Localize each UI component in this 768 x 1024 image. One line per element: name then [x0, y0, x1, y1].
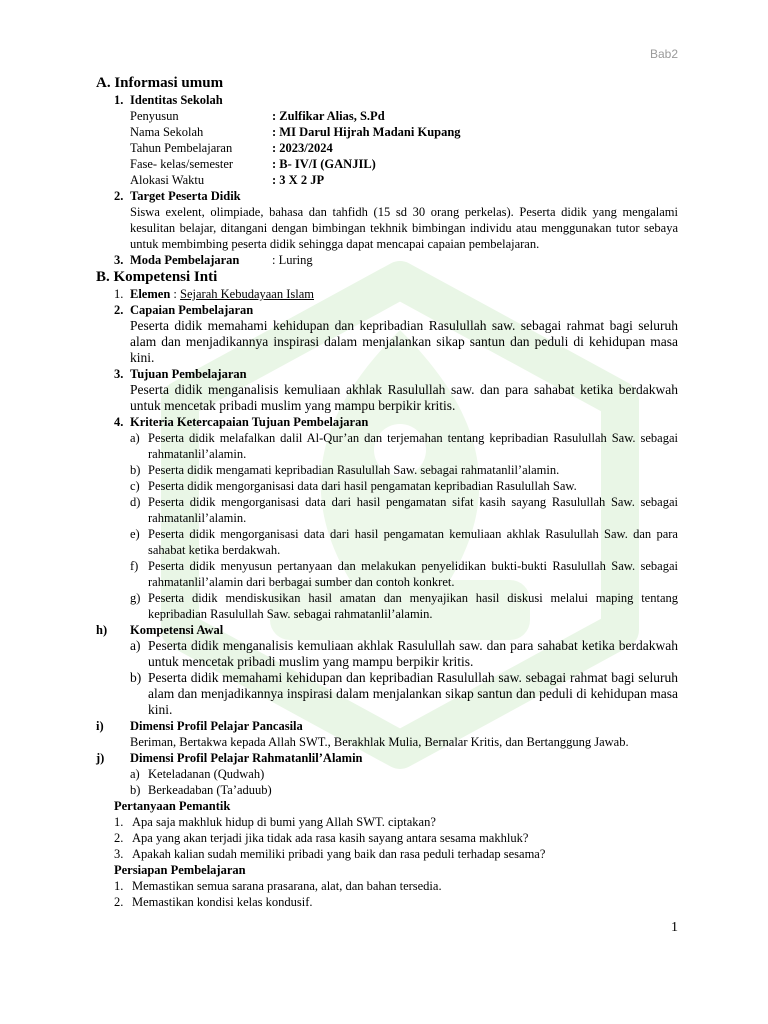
persiapan-list: [96, 878, 678, 910]
list-marker: b): [130, 670, 142, 685]
dimensi-pancasila-text: Beriman, Bertakwa kepada Allah SWT., Berakhlak Mulia, Bernalar Kritis, dan Bertanggung Jawab.: [130, 735, 629, 749]
persiapan-heading: Persiapan Pembelajaran: [114, 863, 246, 877]
identitas-key: Alokasi Waktu: [130, 173, 205, 187]
list-item: [96, 430, 678, 462]
kriteria-list: [96, 430, 678, 622]
list-item: [96, 830, 678, 846]
elemen-row: 1. Elemen : Sejarah Kebudayaan Islam: [114, 287, 314, 301]
list-marker: 2.: [114, 831, 124, 845]
list-text: Peserta didik mengorganisasi data dari hasil pengamatan kemuliaan akhlak Rasulullah Saw. dan para sahabat ketika berdakwah.: [148, 527, 678, 557]
identitas-row: [96, 172, 678, 188]
target-text: Siswa exelent, olimpiade, bahasa dan tahfidh (15 sd 30 orang perkelas). Peserta didik yang mengalami kesulitan belajar, ditangani dengan bimbingan tekhnik bimbingan individu atau menggunakan tutor sebaya untuk membimbing peserta didik sehingga dapat mencapai capaian pembelajaran.: [130, 205, 678, 251]
identitas-heading: 1. Identitas Sekolah: [114, 93, 223, 107]
list-marker: 1.: [114, 879, 124, 893]
list-text: Peserta didik melafalkan dalil Al-Qur’an dan terjemahan tentang kepribadian Rasulullah Saw. sebagai rahmatanlil’alamin.: [148, 431, 678, 461]
list-item: [96, 894, 678, 910]
list-item: [96, 766, 678, 782]
capaian-heading: 2. Capaian Pembelajaran: [114, 303, 254, 317]
identitas-key: Fase- kelas/semester: [130, 157, 234, 171]
list-item: [96, 494, 678, 526]
list-item: [96, 526, 678, 558]
list-marker: f): [130, 559, 139, 573]
moda-row: 3. Moda Pembelajaran : Luring: [114, 253, 313, 267]
identitas-value: : Zulfikar Alias, S.Pd: [272, 109, 385, 123]
list-item: [96, 846, 678, 862]
list-item: [96, 878, 678, 894]
identitas-row: [96, 140, 678, 156]
list-text: Peserta didik menyusun pertanyaan dan melakukan penyelidikan bukti-bukti Rasulullah Saw. sebagai rahmatanlil’alamin dari berbagai sumber dan contoh konkret.: [148, 559, 678, 589]
identitas-row: [96, 156, 678, 172]
list-item: [96, 638, 678, 670]
identitas-key: Nama Sekolah: [130, 125, 204, 139]
list-marker: a): [130, 767, 140, 781]
pertanyaan-list: [96, 814, 678, 862]
tujuan-heading: 3. Tujuan Pembelajaran: [114, 367, 247, 381]
list-text: Peserta didik memahami kehidupan dan kepribadian Rasulullah saw. sebagai rahmat bagi seluruh alam dan menjadikannya inspirasi dalam menjalankan sikap santun dan peduli di kehidupan masa kini.: [148, 670, 678, 717]
list-item: [96, 670, 678, 718]
list-item: [96, 782, 678, 798]
dimensi-rahmatan-list: [96, 766, 678, 798]
list-marker: 1.: [114, 815, 124, 829]
pertanyaan-heading: Pertanyaan Pemantik: [114, 799, 231, 813]
list-marker: a): [130, 638, 141, 653]
list-item: [96, 462, 678, 478]
list-text: Peserta didik mendiskusikan hasil amatan dan menyajikan hasil diskusi melalui maping tentang kepribadian Rasulullah Saw. sebagai rahmatanlil’alamin.: [148, 591, 678, 621]
target-heading: 2. Target Peserta Didik: [114, 189, 241, 203]
section-a-title: A. Informasi umum: [96, 75, 224, 91]
list-item: [96, 478, 678, 494]
dimensi-rahmatan-heading: j) Dimensi Profil Pelajar Rahmatanlil’Alamin: [96, 751, 363, 765]
identitas-value: : B- IV/I (GANJIL): [272, 157, 376, 171]
capaian-text: Peserta didik memahami kehidupan dan kepribadian Rasulullah saw. sebagai rahmat bagi seluruh alam dan menjadikannya inspirasi dalam menjalankan sikap santun dan peduli di kehidupan masa kini.: [130, 318, 678, 365]
list-text: Memastikan semua sarana prasarana, alat, dan bahan tersedia.: [132, 879, 442, 893]
list-text: Peserta didik menganalisis kemuliaan akhlak Rasulullah saw. dan para sahabat ketika berdakwah untuk mencetak pribadi muslim yang mampu berpikir kritis.: [148, 638, 678, 669]
identitas-row: [96, 108, 678, 124]
list-text: Apa yang akan terjadi jika tidak ada rasa kasih sayang antara sesama makhluk?: [132, 831, 529, 845]
list-text: Apa saja makhluk hidup di bumi yang Allah SWT. ciptakan?: [132, 815, 436, 829]
dimensi-pancasila-heading: i) Dimensi Profil Pelajar Pancasila: [96, 719, 303, 733]
identitas-key: Tahun Pembelajaran: [130, 141, 233, 155]
list-marker: e): [130, 527, 140, 541]
list-text: Peserta didik mengamati kepribadian Rasulullah Saw. sebagai rahmatanlil’alamin.: [148, 463, 560, 477]
section-b-title: B. Kompetensi Inti: [96, 269, 218, 285]
list-marker: 3.: [114, 847, 124, 861]
identitas-key: Penyusun: [130, 109, 179, 123]
list-marker: c): [130, 479, 140, 493]
list-text: Peserta didik mengorganisasi data dari hasil pengamatan sifat kasih sayang Rasulullah Saw. sebagai rahmatanlil’alamin.: [148, 495, 678, 525]
list-marker: a): [130, 431, 140, 445]
list-item: [96, 590, 678, 622]
identitas-value: : 3 X 2 JP: [272, 173, 325, 187]
identitas-table: [96, 108, 678, 188]
list-text: Memastikan kondisi kelas kondusif.: [132, 895, 313, 909]
kompetensi-awal-heading: h) Kompetensi Awal: [96, 623, 224, 637]
page-number: 1: [671, 920, 678, 935]
identitas-value: : MI Darul Hijrah Madani Kupang: [272, 125, 461, 139]
list-item: [96, 558, 678, 590]
list-marker: b): [130, 463, 141, 477]
list-marker: 2.: [114, 895, 124, 909]
identitas-row: [96, 124, 678, 140]
kompetensi-awal-list: [96, 638, 678, 718]
list-marker: b): [130, 783, 141, 797]
document-body: [96, 74, 678, 910]
list-text: Berkeadaban (Ta’aduub): [148, 783, 272, 797]
kriteria-heading: 4. Kriteria Ketercapaian Tujuan Pembelajaran: [114, 415, 369, 429]
list-text: Keteladanan (Qudwah): [148, 767, 265, 781]
header-tag: Bab2: [649, 47, 678, 61]
identitas-value: : 2023/2024: [272, 141, 333, 155]
list-marker: g): [130, 591, 141, 605]
list-item: [96, 814, 678, 830]
list-marker: d): [130, 495, 141, 509]
tujuan-text: Peserta didik menganalisis kemuliaan akhlak Rasulullah saw. dan para sahabat ketika berdakwah untuk mencetak pribadi muslim yang mampu berpikir kritis.: [130, 382, 678, 413]
list-text: Peserta didik mengorganisasi data dari hasil pengamatan kepribadian Rasulullah Saw.: [148, 479, 577, 493]
list-text: Apakah kalian sudah memiliki pribadi yang baik dan rasa peduli terhadap sesama?: [132, 847, 546, 861]
